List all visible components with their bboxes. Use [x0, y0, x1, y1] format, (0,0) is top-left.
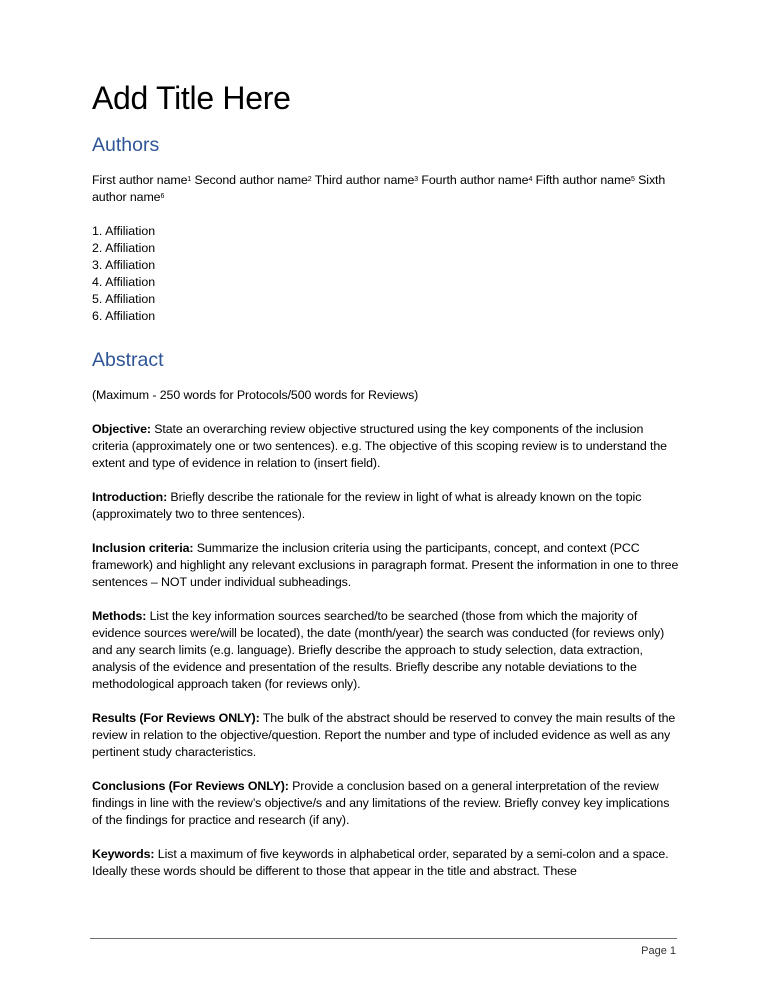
section-conclusions: Conclusions (For Reviews ONLY): Provide a conclusion based on a general interpretation of the review findings in line with the review’s objective/s and any limitations of the review. Briefly convey key implications of the findings for practice and research (if any).	[92, 779, 670, 827]
section-inclusion-criteria: Inclusion criteria: Summarize the inclusion criteria using the participants, concept, and context (PCC framework) and highlight any relevant exclusions in paragraph format. Present the information in one to three sentences – NOT under individual subheadings.	[92, 541, 679, 589]
section-introduction: Introduction: Briefly describe the rationale for the review in light of what is already known on the topic (approximately two to three sentences).	[92, 490, 642, 521]
author: Sixth author name$^6$	[92, 173, 666, 204]
authors-heading: Authors	[92, 134, 160, 156]
document-body	[92, 78, 682, 897]
document-title: Add Title Here	[92, 80, 291, 116]
author: Second author name$^2$	[194, 173, 312, 187]
affiliation: 3. Affiliation	[92, 258, 156, 272]
author: Third author name$^3$	[314, 173, 419, 187]
affiliation: 1. Affiliation	[92, 224, 156, 238]
page-number: Page 1	[641, 945, 676, 957]
affiliation: 2. Affiliation	[92, 241, 156, 255]
section-keywords: Keywords: List a maximum of five keywords in alphabetical order, separated by a semi-colon and a space. Ideally these words should be different to those that appear in the title and abstract. These	[92, 847, 669, 878]
author: Fifth author name$^5$	[535, 173, 635, 187]
affiliation: 4. Affiliation	[92, 275, 156, 289]
section-methods: Methods: List the key information sources searched/to be searched (those from which the majority of evidence sources were/will be located), the date (month/year) the search was conducted (for reviews only) and any search limits (e.g. language). Briefly describe the approach to study selection, data extraction, analysis of the evidence and presentation of the results. Briefly describe any notable deviations to the methodological approach taken (for reviews only).	[92, 609, 665, 691]
author: Fourth author name$^4$	[421, 173, 533, 187]
affiliation-list	[92, 223, 682, 325]
affiliation: 5. Affiliation	[92, 292, 156, 306]
author: First author name$^1$	[92, 173, 192, 187]
author-list	[92, 172, 682, 206]
abstract-note: (Maximum - 250 words for Protocols/500 words for Reviews)	[92, 388, 419, 402]
footer-divider	[90, 938, 677, 939]
affiliation: 6. Affiliation	[92, 309, 156, 323]
section-objective: Objective: State an overarching review objective structured using the key components of the inclusion criteria (approximately one or two sentences). e.g. The objective of this scoping review is to understand the extent and type of evidence in relation to (insert field).	[92, 422, 667, 470]
section-results: Results (For Reviews ONLY): The bulk of the abstract should be reserved to convey the main results of the review in relation to the objective/question. Report the number and type of included evidence as well as any pertinent study characteristics.	[92, 711, 676, 759]
abstract-heading: Abstract	[92, 349, 164, 371]
